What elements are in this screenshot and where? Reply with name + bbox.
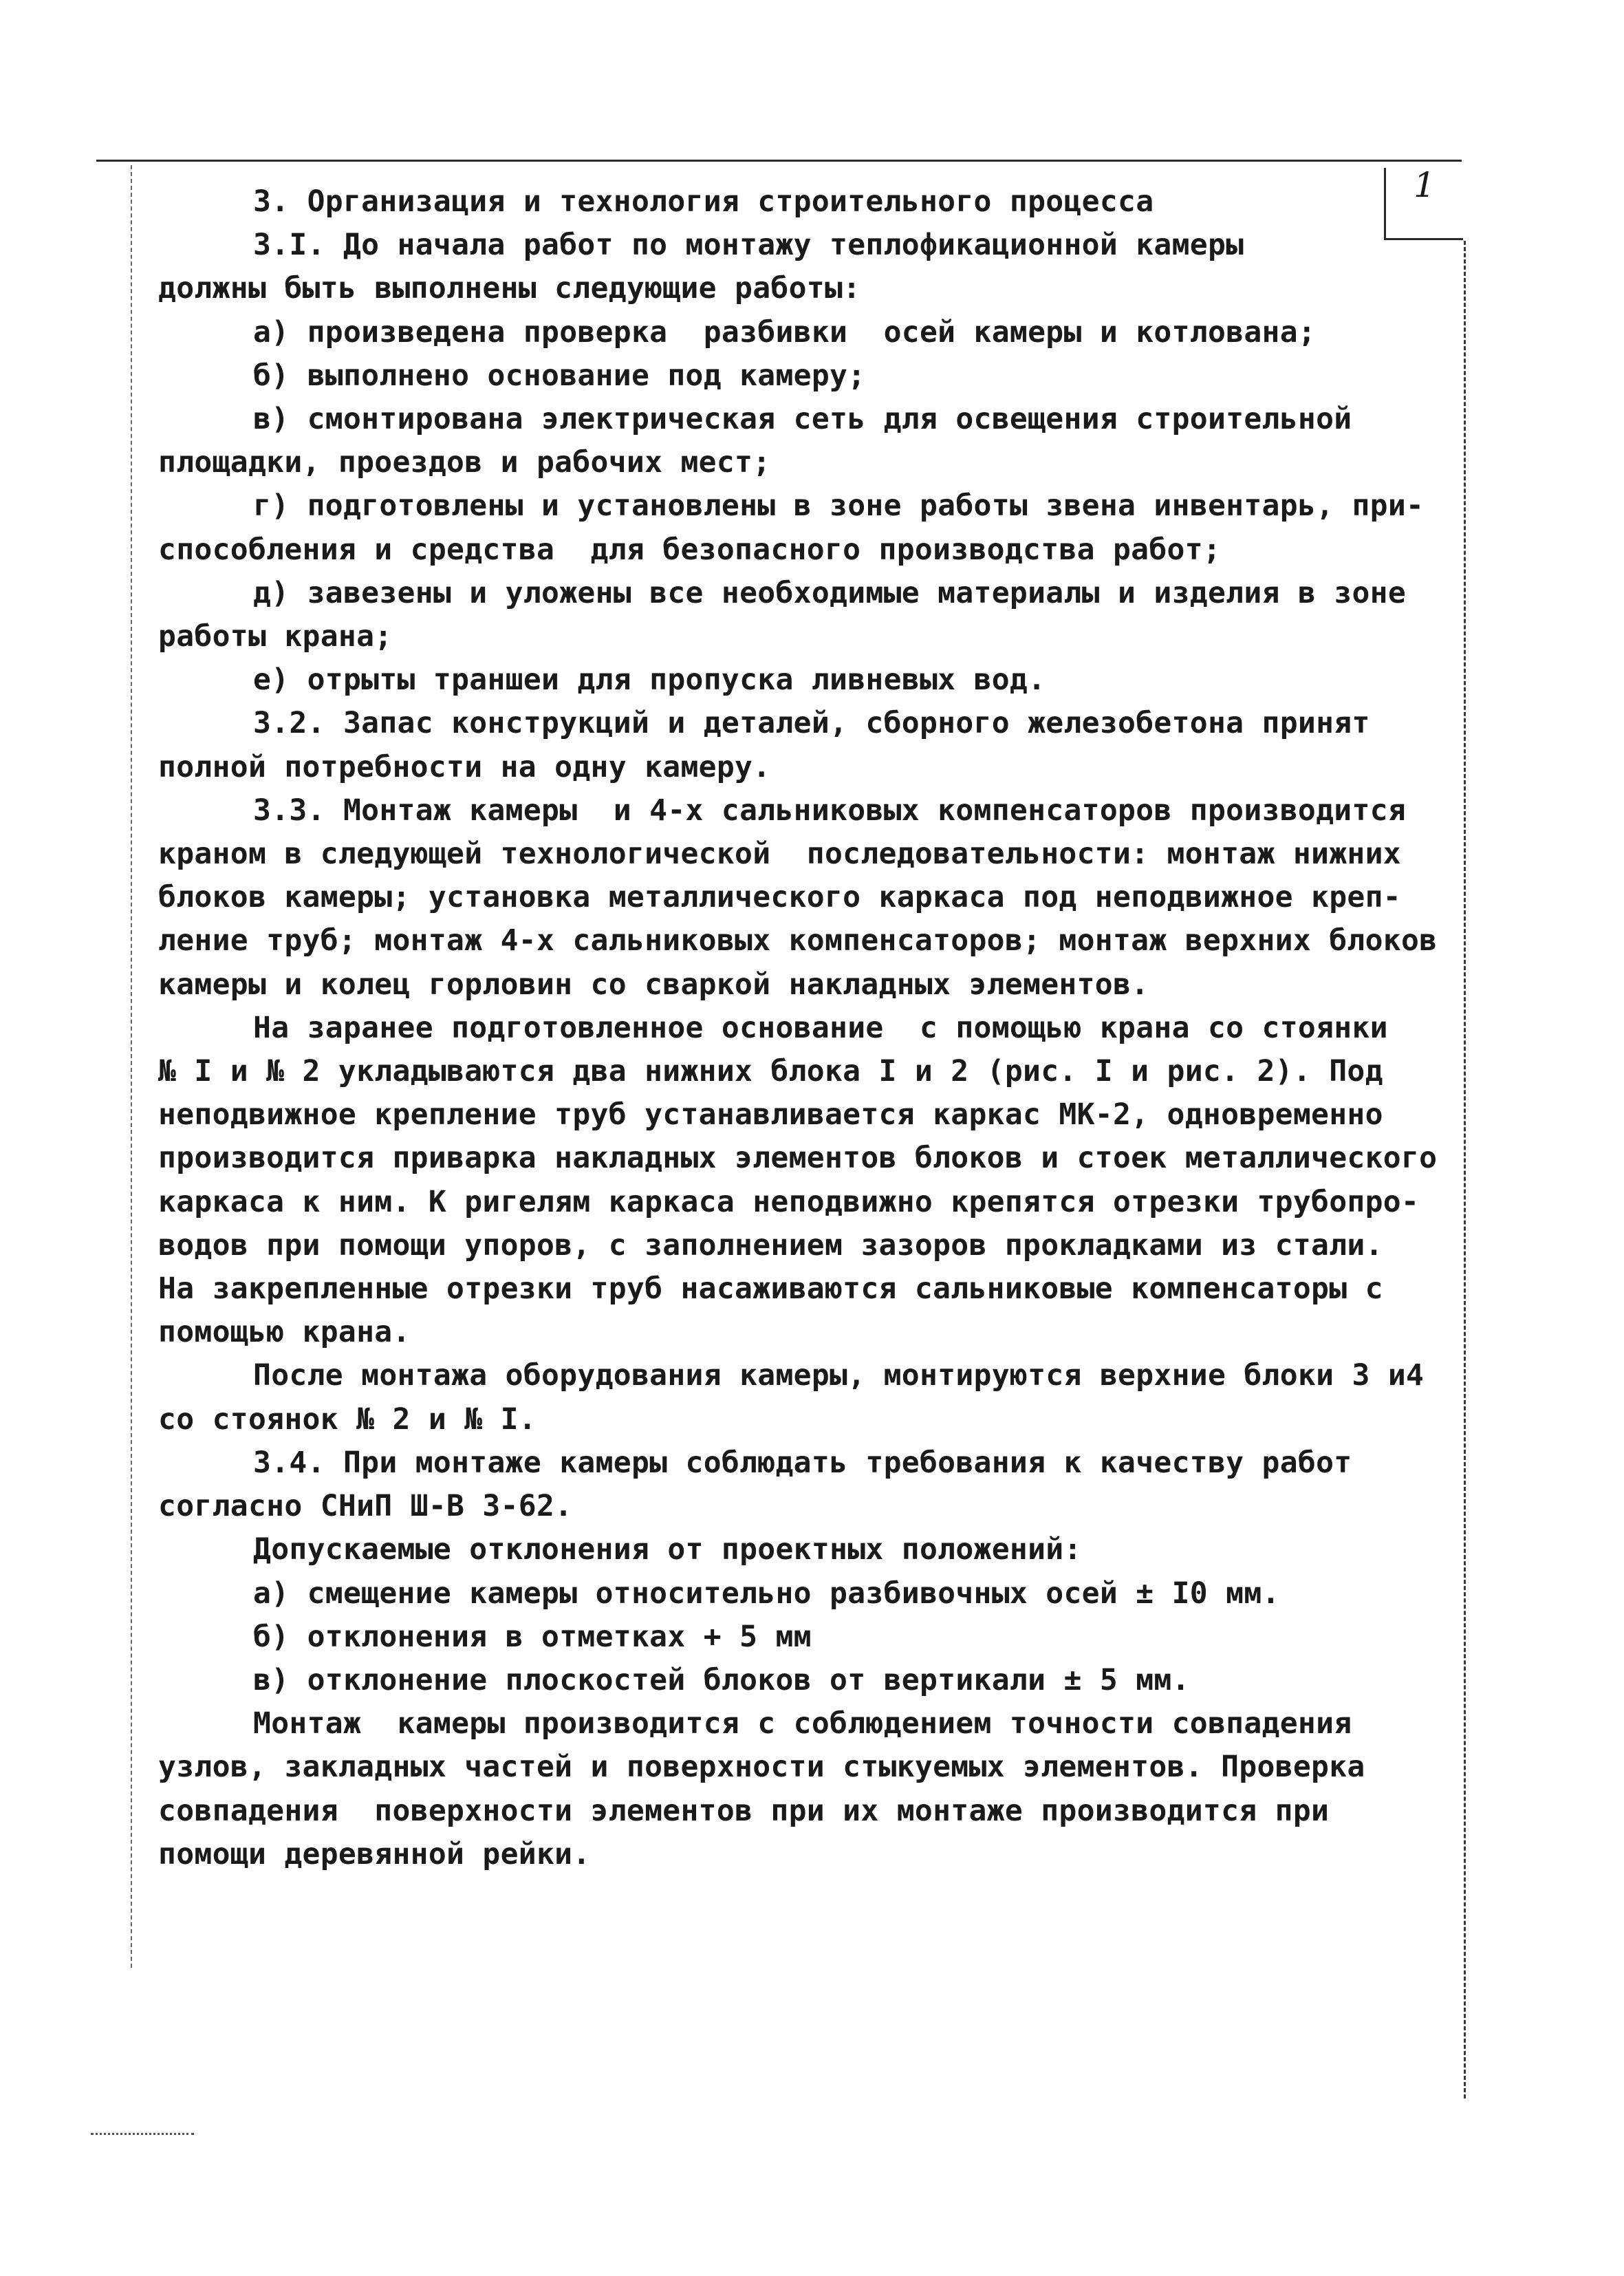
text-line: Монтаж камеры производится с соблюдением точности совпадения — [253, 1706, 1352, 1741]
text-line: в) смонтирована электрическая сеть для освещения строительной — [253, 402, 1352, 437]
text-line: д) завезены и уложены все необходимые материалы и изделия в зоне — [253, 575, 1407, 610]
text-line: е) отрыты траншеи для пропуска ливневых вод. — [253, 663, 1046, 698]
text-line: На закрепленные отрезки труб насаживаются сальниковые компенсаторы с — [158, 1271, 1383, 1307]
text-line: б) выполнено основание под камеру; — [253, 358, 866, 393]
text-line: а) произведена проверка разбивки осей камеры и котлована; — [253, 314, 1317, 350]
page-left-rule — [131, 165, 132, 1968]
text-line: № I и № 2 укладываются два нижних блока I и 2 (рис. I и рис. 2). Под — [158, 1054, 1383, 1089]
text-line: помощи деревянной рейки. — [158, 1836, 591, 1871]
text-line: работы крана; — [158, 619, 393, 654]
text-line: совпадения поверхности элементов при их монтаже производится при — [158, 1793, 1330, 1828]
page-top-rule — [96, 160, 1462, 162]
text-line: 3.2. Запас конструкций и деталей, сборного железобетона принят — [253, 706, 1370, 741]
text-line: узлов, закладных частей и поверхности стыкуемых элементов. Проверка — [158, 1750, 1365, 1785]
text-line: 3.4. При монтаже камеры соблюдать требования к качеству работ — [253, 1445, 1352, 1480]
text-line: а) смещение камеры относительно разбивочных осей ± I0 мм. — [253, 1576, 1280, 1611]
text-line: способления и средства для безопасного производства работ; — [158, 532, 1222, 567]
text-line: б) отклонения в отметках + 5 мм — [253, 1619, 812, 1654]
text-line: неподвижное крепление труб устанавливается каркас МК-2, одновременно — [158, 1097, 1383, 1132]
text-line: в) отклонение плоскостей блоков от вертикали ± 5 мм. — [253, 1662, 1190, 1697]
text-line: Допускаемые отклонения от проектных положений: — [253, 1532, 1082, 1567]
text-line: со стоянок № 2 и № I. — [158, 1402, 537, 1437]
text-line: На заранее подготовленное основание с помощью крана со стоянки — [253, 1010, 1388, 1045]
document-body — [158, 180, 1465, 1876]
text-line: производится приварка накладных элементов блоков и стоек металлического — [158, 1141, 1438, 1176]
text-line: После монтажа оборудования камеры, монтируются верхние блоки 3 и4 — [253, 1358, 1425, 1393]
text-line: помощью крана. — [158, 1315, 411, 1350]
text-line: краном в следующей технологической последовательности: монтаж нижних — [158, 837, 1401, 872]
text-line: площадки, проездов и рабочих мест; — [158, 445, 771, 480]
text-line: согласно СНиП Ш-В 3-62. — [158, 1489, 573, 1524]
text-line: 3.I. До начала работ по монтажу теплофикационной камеры — [253, 228, 1244, 263]
bottom-margin-mark — [91, 2133, 194, 2135]
text-line: блоков камеры; установка металлического каркаса под неподвижное креп- — [158, 880, 1401, 915]
text-line: 3. Организация и технология строительного процесса — [253, 184, 1154, 219]
text-line: каркаса к ним. К ригелям каркаса неподвижно крепятся отрезки трубопро- — [158, 1184, 1420, 1219]
page-number: 1 — [1414, 165, 1436, 205]
text-line: 3.3. Монтаж камеры и 4-х сальниковых компенсаторов производится — [253, 793, 1407, 828]
text-line: полной потребности на одну камеру. — [158, 749, 771, 784]
text-line: г) подготовлены и установлены в зоне работы звена инвентарь, при- — [253, 489, 1425, 524]
text-line: камеры и колец горловин со сваркой накладных элементов. — [158, 967, 1149, 1002]
text-line: должны быть выполнены следующие работы: — [158, 271, 861, 306]
text-line: водов при помощи упоров, с заполнением зазоров прокладками из стали. — [158, 1227, 1383, 1263]
text-line: ление труб; монтаж 4-х сальниковых компенсаторов; монтаж верхних блоков — [158, 923, 1438, 958]
